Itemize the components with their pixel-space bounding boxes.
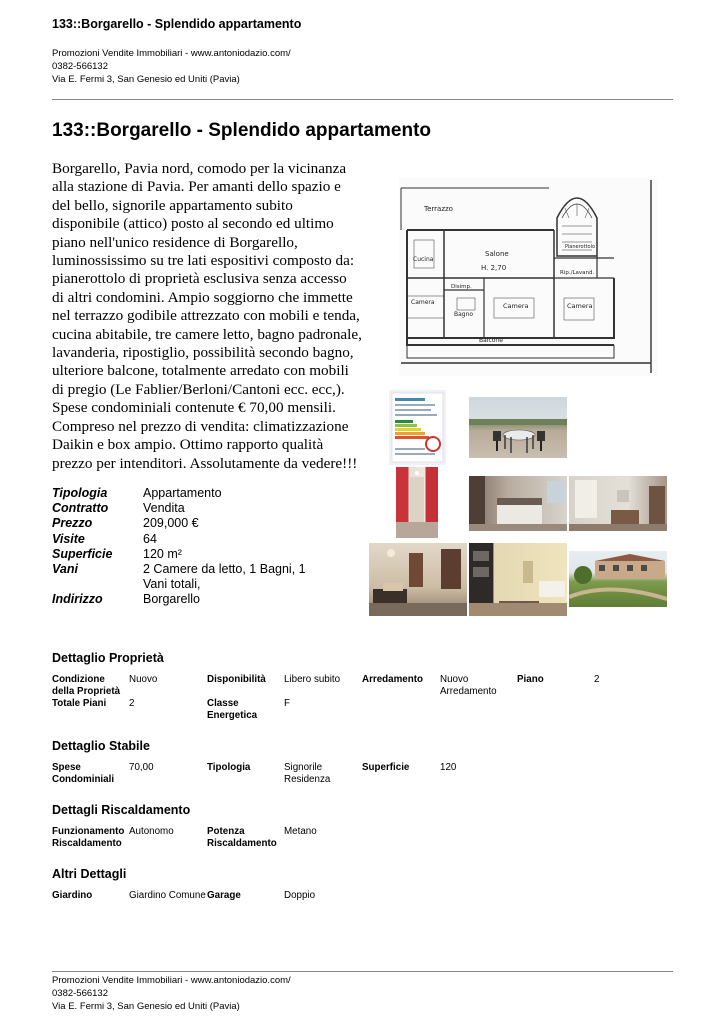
piano-value: 2 (594, 674, 600, 685)
floorplan-label-camera-2: Camera (503, 302, 529, 310)
spese-condominiali-label: Spese Condominiali (52, 762, 115, 786)
floorplan-label-cucina: Cucina (413, 256, 434, 263)
proprieta-grid (52, 674, 673, 724)
superficie-stabile-label: Superficie (362, 762, 410, 773)
floorplan-label-camera-1: Camera (411, 299, 435, 306)
photo-hallway-red[interactable] (396, 467, 438, 538)
footer-agency-phone: 0382-566132 (52, 988, 108, 999)
footer-divider (52, 971, 673, 972)
summary-row (52, 486, 333, 501)
summary-label: Contratto (52, 501, 109, 516)
section-title-riscaldamento: Dettagli Riscaldamento (52, 803, 191, 817)
summary-row (52, 516, 333, 531)
summary-row (52, 547, 333, 562)
summary-row (52, 562, 333, 592)
stabile-grid (52, 762, 673, 792)
agency-name: Promozioni Vendite Immobiliari - www.antoniodazio.com/ (52, 48, 291, 59)
floorplan-label-salone-height: H. 2,70 (481, 264, 507, 272)
floorplan-label-terrazzo: Terrazzo (424, 205, 453, 213)
photo-exterior-garden[interactable] (569, 551, 667, 607)
potenza-riscaldamento-value: Metano (284, 826, 317, 837)
tipologia-stabile-label: Tipologia (207, 762, 251, 773)
photo-bedroom-2[interactable] (569, 476, 667, 531)
summary-label: Tipologia (52, 486, 108, 500)
funzionamento-riscaldamento-label: Funzionamento Riscaldamento (52, 826, 125, 850)
floorplan-label-pianerottolo: Pianerottolo (565, 244, 596, 250)
section-title-stabile: Dettaglio Stabile (52, 739, 150, 753)
condizione-label: Condizione della Proprietà (52, 674, 121, 698)
section-title-altri: Altri Dettagli (52, 867, 127, 881)
summary-value: Vendita (143, 501, 185, 516)
floorplan-label-salone: Salone (485, 250, 509, 258)
summary-row (52, 501, 333, 516)
floorplan-label-camera-3: Camera (567, 302, 593, 310)
listing-summary-table (52, 486, 333, 608)
condizione-value: Nuovo (129, 674, 158, 685)
spese-condominiali-value: 70,00 (129, 762, 154, 773)
photo-terrace[interactable] (469, 397, 567, 458)
disponibilita-label: Disponibilità (207, 674, 266, 685)
summary-row (52, 592, 333, 607)
summary-row (52, 532, 333, 547)
giardino-label: Giardino (52, 890, 93, 901)
photo-living-room-1[interactable] (369, 543, 467, 616)
summary-label: Prezzo (52, 516, 93, 531)
listing-title: 133::Borgarello - Splendido appartamento (52, 120, 431, 141)
summary-value: 209,000 € (143, 516, 199, 531)
giardino-value: Giardino Comune (129, 890, 206, 901)
arredamento-label: Arredamento (362, 674, 423, 685)
classe-energetica-value: F (284, 698, 290, 709)
header-divider (52, 99, 673, 100)
agency-info-header (52, 47, 291, 86)
summary-label: Superficie (52, 546, 113, 561)
funzionamento-riscaldamento-value: Autonomo (129, 826, 174, 837)
photo-bedroom-1[interactable] (469, 476, 567, 531)
floorplan-label-bagno: Bagno (454, 311, 474, 318)
summary-value: 64 (143, 531, 157, 546)
summary-value: Borgarello (143, 592, 200, 607)
summary-value: 120 m² (143, 546, 182, 561)
totale-piani-value: 2 (129, 698, 135, 709)
garage-value: Doppio (284, 890, 316, 901)
photo-energy-certificate[interactable] (389, 390, 446, 465)
superficie-stabile-value: 120 (440, 762, 457, 773)
listing-description: Borgarello, Pavia nord, comodo per la vicinanza alla stazione di Pavia. Per amanti dello spazio e del bello, signorile appartamento subito disponibile (attico) posto al secondo ed ultimo piano nell'unico residence di Borgarello, luminossissimo su tre lati espositivi composto da: pianerottolo di proprietà esclusiva senza accesso di altri condomini. Ampio soggiorno che immette nel terrazzo godibile attrezzato con mobili e tenda, cucina abitabile, tre camere letto, bagno padronale, lavanderia, ripostiglio, possibilità secondo bagno, ulteriore balcone, totalmente arredato con mobili di pregio (Le Fablier/Berloni/Cantoni ecc. ecc,). Spese condominiali contenute € 70,00 mensili. Compreso nel prezzo di vendita: climatizzazione Daikin e box ampio. Ottimo rapporto qualità prezzo per intenditori. Assolutamente da vedere!!! (52, 160, 362, 472)
summary-value: 2 Camere da letto, 1 Bagni, 1 Vani totali, (143, 562, 306, 592)
footer-agency-address: Via E. Fermi 3, San Genesio ed Uniti (Pavia) (52, 1001, 240, 1012)
photo-living-room-2[interactable] (469, 543, 567, 616)
totale-piani-label: Totale Piani (52, 698, 107, 709)
summary-label: Vani (52, 562, 78, 577)
tipologia-stabile-value: Signorile Residenza (284, 762, 331, 786)
garage-label: Garage (207, 890, 241, 901)
piano-label: Piano (517, 674, 544, 685)
altri-grid (52, 890, 673, 906)
footer-agency-name: Promozioni Vendite Immobiliari - www.antoniodazio.com/ (52, 975, 291, 986)
potenza-riscaldamento-label: Potenza Riscaldamento (207, 826, 277, 850)
riscaldamento-grid (52, 826, 673, 856)
floorplan-label-balcone: Balcone (479, 337, 503, 344)
summary-value: Appartamento (143, 486, 222, 500)
agency-info-footer (52, 974, 291, 1013)
classe-energetica-label: Classe Energetica (207, 698, 258, 722)
floorplan-label-rip-lavand: Rip./Lavand. (560, 270, 595, 276)
summary-label: Visite (52, 531, 85, 546)
floorplan-image (399, 178, 658, 376)
disponibilita-value: Libero subito (284, 674, 341, 685)
agency-phone: 0382-566132 (52, 61, 108, 72)
arredamento-value: Nuovo Arredamento (440, 674, 497, 698)
floorplan-label-disimp: Disimp. (451, 284, 472, 290)
agency-address: Via E. Fermi 3, San Genesio ed Uniti (Pavia) (52, 74, 240, 85)
summary-label: Indirizzo (52, 592, 103, 607)
section-title-proprieta: Dettaglio Proprietà (52, 651, 164, 665)
document-header-title: 133::Borgarello - Splendido appartamento (52, 17, 302, 31)
